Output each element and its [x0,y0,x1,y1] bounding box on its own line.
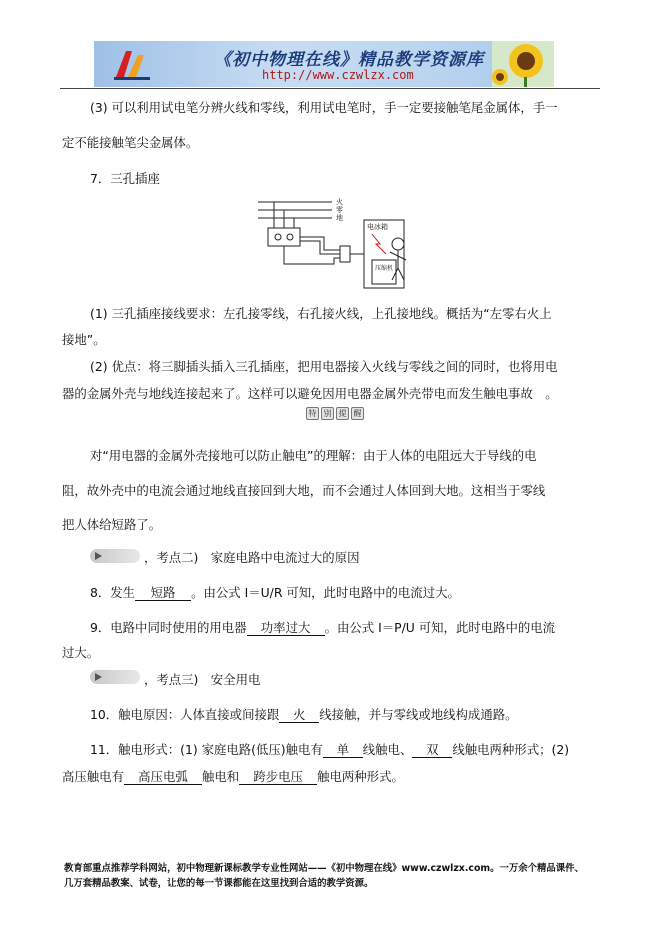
label-fridge: 电冰箱 [367,223,388,231]
sunflower-image [492,41,554,87]
footer-line2: 几万套精品教案、试卷，让您的每一节课都能在这里找到合适的教学资源。 [64,878,374,889]
site-title: 《初中物理在线》精品教学资源库 [214,50,484,70]
tip-line2: 阻，故外壳中的电流会通过地线直接回到大地，而不会通过人体回到大地。这相当于零线 [62,483,546,498]
question-9-line1 [90,618,555,636]
play-icon [95,552,102,560]
q10-suffix: 线接触，并与零线或地线构成通路。 [319,707,518,722]
q11-answer-1: 单 [323,742,363,758]
tip-line3: 把人体给短路了。 [62,517,162,532]
site-logo [110,47,158,83]
item-7-1-line2: 接地”。 [62,332,106,347]
question-8 [90,583,460,601]
special-reminder-badge [306,407,364,420]
badge-char: 别 [321,407,334,420]
q9-prefix: 9．电路中同时使用的用电器 [90,620,247,635]
q11-answer-2: 双 [412,742,452,758]
q8-prefix: 8．发生 [90,585,136,600]
q8-answer: 短路 [135,585,191,601]
question-10 [90,705,518,723]
label-compressor: 压缩机 [375,265,394,272]
q11-prefix: 11．触电形式：(1) 家庭电路(低压)触电有 [90,742,323,757]
item-7-1-line1: (1) 三孔插座接线要求：左孔接零线，右孔接火线，上孔接地线。概括为“左零右火上 [90,306,552,321]
socket-wiring-figure [254,194,416,290]
play-icon [95,673,102,681]
badge-char: 醒 [351,407,364,420]
question-9-line2: 过大。 [62,645,100,660]
question-11-line1 [90,740,569,758]
site-url[interactable]: http://www.czwlzx.com [262,68,414,82]
key-point-3-marker [90,670,140,684]
header-divider [60,88,600,89]
q10-answer: 火 [279,707,319,723]
question-11-line2 [62,767,404,785]
badge-char: 提 [336,407,349,420]
label-ground: 地 [336,214,343,222]
q10-prefix: 10．触电原因：人体直接或间接跟 [90,707,280,722]
q9-answer: 功率过大 [247,620,325,636]
item-7-heading: 7．三孔插座 [90,171,160,186]
q8-suffix: 。由公式 I＝U/R 可知，此时电路中的电流过大。 [191,585,460,600]
q11-suffix-1: 线触电两种形式；(2) [452,742,570,757]
badge-char: 特 [306,407,319,420]
header-banner [94,41,554,87]
paragraph-3-line1: (3) 可以利用试电笔分辨火线和零线，利用试电笔时，手一定要接触笔尾金属体，手一 [90,100,558,115]
label-zero: 零 [336,206,343,214]
paragraph-3-line2: 定不能接触笔尖金属体。 [62,135,199,150]
tip-line1: 对“用电器的金属外壳接地可以防止触电”的理解：由于人体的电阻远大于导线的电 [90,448,537,463]
q11-middle-1: 线触电、 [362,742,413,757]
label-fire: 火 [336,198,343,206]
q11-line2-prefix: 高压触电有 [62,769,124,784]
q11-suffix-2: 触电两种形式。 [317,769,404,784]
q9-suffix: 。由公式 I＝P/U 可知，此时电路中的电流 [324,620,556,635]
item-7-2-line1: (2) 优点：将三脚插头插入三孔插座，把用电器接入火线与零线之间的同时，也将用电 [90,359,558,374]
key-point-2-marker [90,549,140,563]
item-7-2-line2: 器的金属外壳与地线连接起来了。这样可以避免因用电器金属外壳带电而发生触电事故 。 [62,386,558,401]
key-point-2-heading: ，考点二) 家庭电路中电流过大的原因 [144,550,360,565]
q11-answer-3: 高压电弧 [124,769,202,785]
q11-middle-2: 触电和 [201,769,240,784]
q11-answer-4: 跨步电压 [239,769,317,785]
key-point-3-heading: ，考点三) 安全用电 [144,672,261,687]
footer-line1: 教育部重点推荐学科网站，初中物理新课标教学专业性网站——《初中物理在线》www.czwlzx.com。一万余个精品课件、 [64,863,584,874]
